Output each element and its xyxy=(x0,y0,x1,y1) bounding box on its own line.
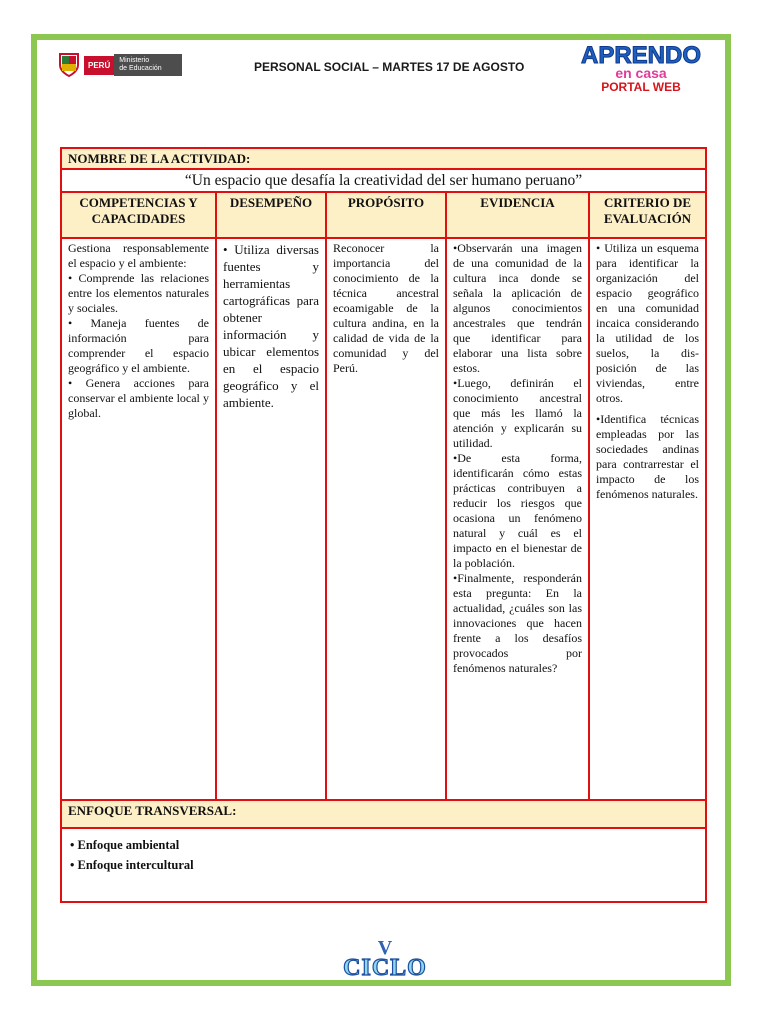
ministry-logo xyxy=(58,50,218,80)
column-header-evidencia: EVIDENCIA xyxy=(447,193,590,237)
evidencia-item: •Luego, definirán el conocimiento ancestral que más les llamó la atención y explicarán su utilidad. xyxy=(453,376,582,450)
evidencia-item: •Finalmente, responderán esta pregunta: En la actualidad, ¿cuáles son las innovaciones que hacen frente a los desafíos provocados por fenómenos naturales? xyxy=(453,571,582,675)
column-header-competencias: COMPETENCIAS Y CAPACIDADES xyxy=(62,193,217,237)
evidencia-item: •De esta forma, identificarán cómo estas prácticas contribuyen a reducir los riesgos que ocasiona un fenómeno natural y cuál es el impacto en el bienestar de la población. xyxy=(453,451,582,570)
proposito-cell xyxy=(327,239,447,799)
activity-name-row xyxy=(62,149,705,170)
enfoque-items-row xyxy=(62,829,705,901)
ministry-line2: de Educación xyxy=(119,65,162,72)
proposito-text: Reconocer la importancia del conocimiento de la técnica ancestral ecoamigable de la cultura andina, en la calidad de vida de la comunidad y del Perú. xyxy=(333,241,439,375)
content-row xyxy=(62,239,705,801)
ministry-label xyxy=(114,54,182,76)
column-header-row xyxy=(62,193,705,239)
brand-portal: PORTAL WEB xyxy=(601,80,681,94)
activity-title: “Un espacio que desafía la creatividad del ser humano peruano” xyxy=(184,172,583,189)
competencia-item: • Maneja fuentes de información para comprender el espacio geográfico y el ambiente. xyxy=(68,316,209,375)
competencia-item: • Comprende las relaciones entre los elementos naturales y sociales. xyxy=(68,271,209,315)
evidencia-cell xyxy=(447,239,590,799)
enfoque-header-row xyxy=(62,801,705,829)
desempeno-cell xyxy=(217,239,327,799)
brand-main: APRENDO xyxy=(580,42,701,69)
enfoque-item: • Enfoque ambiental xyxy=(70,838,180,852)
enfoque-items xyxy=(62,829,705,901)
competencias-intro: Gestiona responsablemente el espacio y el ambiente: xyxy=(68,241,209,270)
enfoque-label: ENFOQUE TRANSVERSAL: xyxy=(68,803,237,818)
activity-title-row xyxy=(62,170,705,193)
coat-of-arms-icon xyxy=(58,52,80,78)
criterio-cell xyxy=(590,239,705,799)
peru-label: PERÚ xyxy=(84,56,114,75)
enfoque-item: • Enfoque intercultural xyxy=(70,858,194,872)
ciclo-word: CICLO xyxy=(343,955,427,981)
aprendo-en-casa-logo xyxy=(566,44,716,94)
competencias-cell xyxy=(62,239,217,799)
brand-sub: en casa xyxy=(615,65,667,81)
ministry-line1: Ministerio xyxy=(119,57,150,64)
criterio-item: • Utiliza un esquema para identificar la organización del espacio geográfico en una comunidad incaica considerando la utilidad de los suelos, la dis-posición de las viviendas, entre otros. xyxy=(596,241,699,405)
document-title: PERSONAL SOCIAL – MARTES 17 DE AGOSTO xyxy=(254,60,525,74)
desempeno-text: • Utiliza diversas fuentes y herramientas cartográficas para obtener información y ubicar elementos en el espacio geográfico y el ambiente. xyxy=(223,242,319,410)
ciclo-logo xyxy=(320,937,450,981)
page-header xyxy=(40,44,720,104)
evidencia-item: •Observarán una imagen de una comunidad de la cultura inca donde se señala la aplicación de algunos conocimientos ancestrales que tendrán que identificar para elaborar una lista sobre estos. xyxy=(453,241,582,375)
activity-table xyxy=(60,147,707,903)
competencia-item: • Genera acciones para conservar el ambiente local y global. xyxy=(68,376,209,420)
column-header-criterio: CRITERIO DE EVALUACIÓN xyxy=(603,195,692,226)
criterio-item: •Identifica técnicas empleadas por las sociedades andinas para contrarrestar el impacto de los fenómenos naturales. xyxy=(596,412,699,501)
column-header-proposito: PROPÓSITO xyxy=(327,193,447,237)
column-header-desempeno: DESEMPEÑO xyxy=(217,193,327,237)
ciclo-roman: V xyxy=(377,937,393,959)
activity-name-label: NOMBRE DE LA ACTIVIDAD: xyxy=(68,151,251,166)
